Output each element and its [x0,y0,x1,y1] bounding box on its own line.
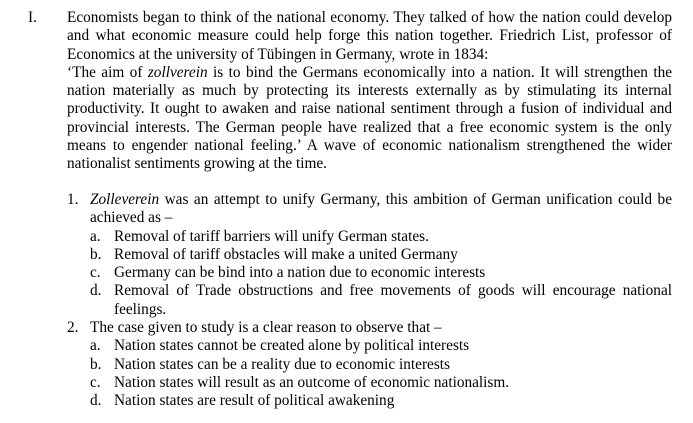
option-text: Germany can be bind into a nation due to economic interests [114,264,486,282]
option-letter: c. [90,264,101,282]
quote-rest: is to bind the Germans economically into a nation. It will strengthen the nation materially as much by protecting its interests externally as by stimulating its internal productivity. It ought to awaken and raise national sentiment through a fusion of individual and provincial interests. The German people have realized that a free economic system is the only means to engender national feeling.’ A wave of economic nationalism strengthened the wider nationalist sentiments growing at the time. [67,63,673,173]
option-letter: d. [90,392,102,410]
option-letter: c. [90,373,101,391]
quote-term: zollverein [147,63,208,81]
option-item [67,228,672,246]
option-letter: d. [90,282,102,300]
options-list-1 [67,228,672,319]
option-item [67,246,672,264]
passage-quote [67,64,672,174]
passage-intro: Economists began to think of the national economy. They talked of how the nation could develop and what economic measure could help forge this nation together. Friedrich List, professor of Economics at the university of Tübingen in Germany, wrote in 1834: [67,9,672,63]
option-text: Nation states will result as an outcome of economic nationalism. [114,373,510,391]
option-item [67,282,672,319]
option-text: Nation states cannot be created alone by political interests [114,337,470,355]
options-list-2 [67,337,672,410]
question-1 [67,191,672,228]
question-2 [67,319,672,337]
question-number: 2. [67,319,79,337]
source-passage [67,9,672,174]
question-list [67,191,672,411]
option-item [67,392,672,410]
option-item [67,356,672,374]
option-letter: b. [90,245,102,263]
question-stem-term: Zolleverein [90,191,160,208]
option-text: Removal of Trade obstructions and free movements of goods will encourage national feelings. [114,282,672,318]
question-number: 1. [67,191,79,208]
option-text: Removal of tariff obstacles will make a united Germany [114,245,458,263]
question-stem-text: The case given to study is a clear reason to observe that – [90,319,442,337]
question-stem [90,319,672,337]
quote-open: ‘The aim of [67,63,148,81]
section-number: I. [28,9,37,26]
question-stem [90,191,672,228]
option-item [67,337,672,355]
option-letter: b. [90,355,102,373]
option-text: Nation states are result of political awakening [114,392,395,410]
option-item [67,374,672,392]
option-text: Nation states can be a reality due to economic interests [114,355,450,373]
option-letter: a. [90,227,101,245]
option-text: Removal of tariff barriers will unify German states. [114,227,429,245]
question-stem-text: was an attempt to unify Germany, this ambition of German unification could be achieved as – [90,191,672,227]
option-letter: a. [90,337,101,355]
option-item [67,264,672,282]
